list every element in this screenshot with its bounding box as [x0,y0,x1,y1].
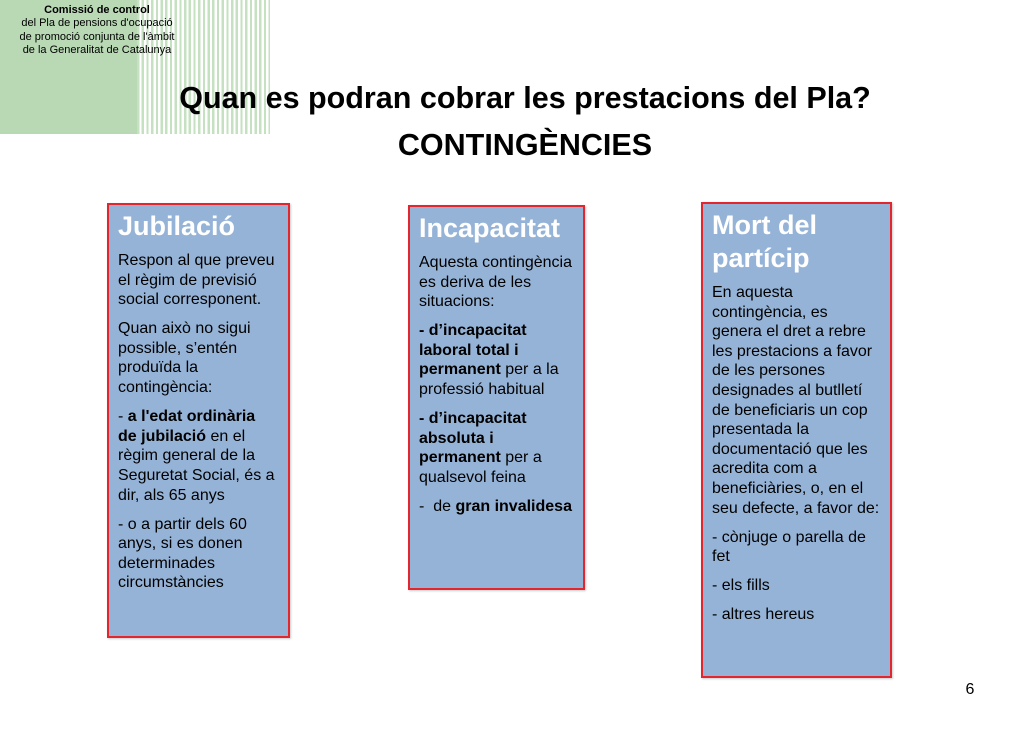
card-title: Jubilació [118,211,236,241]
card-text: per a qualsevol feina [419,449,542,486]
card-text: - els fills [712,577,770,595]
organization-name: Comissió de control [44,4,150,16]
card-text: - [118,408,128,426]
page-number: 6 [965,681,975,698]
card-paragraph [712,528,886,567]
card-paragraph [118,515,284,593]
card-text: per a la professió habitual [419,361,559,399]
card-text: en el règim general de la Seguretat Social, és a dir, als 65 anys [118,427,275,504]
card-text-emphasis: - d’incapacitat absoluta i permanent [419,410,527,467]
organization-line: del Pla de pensions d'ocupació [21,17,173,30]
contingency-card-disability [408,205,585,590]
card-text: Aquesta contingència es deriva de les situacions: [419,254,572,311]
card-paragraph [118,251,284,310]
card-text: - cònjuge o parella de fet [712,528,866,566]
card-text: - o a partir dels 60 anys, si es donen determinades circumstàncies [118,515,247,592]
card-paragraph [118,407,284,505]
card-paragraph [118,319,284,397]
card-text-emphasis: a l'edat ordinària de jubilació [118,408,256,445]
organization-line: de la Generalitat de Catalunya [22,44,172,57]
card-text: En aquesta contingència, es genera el dret a rebre les prestacions a favor de les persones designades al butlletí de beneficiaris un cop presentada la documentació que les acredita com a beneficiàries, o, en el seu defecte, a favor de: [712,284,880,517]
card-paragraph [419,253,579,312]
card-text: - altres hereus [712,606,815,624]
card-text-emphasis: gran invalidesa [455,498,572,516]
card-paragraph [419,321,579,399]
card-paragraph [712,576,886,596]
slide-title: Quan es podran cobrar les prestacions del Pla? [179,81,871,115]
card-text: Respon al que preveu el règim de previsió social corresponent. [118,252,275,309]
organization-line: de promoció conjunta de l'àmbit [19,30,175,43]
card-text-emphasis: - d’incapacitat laboral total i permanent [419,322,527,379]
card-paragraph [419,497,579,517]
card-paragraph [419,409,579,487]
card-paragraph [712,283,886,518]
card-text: - de [419,498,456,516]
organization-label [10,4,184,58]
contingency-card-death [701,202,892,678]
card-title: Incapacitat [419,213,561,243]
contingency-card-retirement [107,203,290,638]
card-text: Quan això no sigui possible, s’entén produïda la contingència: [118,320,251,397]
slide-subtitle: CONTINGÈNCIES [397,128,653,162]
card-paragraph [712,605,886,625]
card-title: Mort del partícip [712,210,817,273]
